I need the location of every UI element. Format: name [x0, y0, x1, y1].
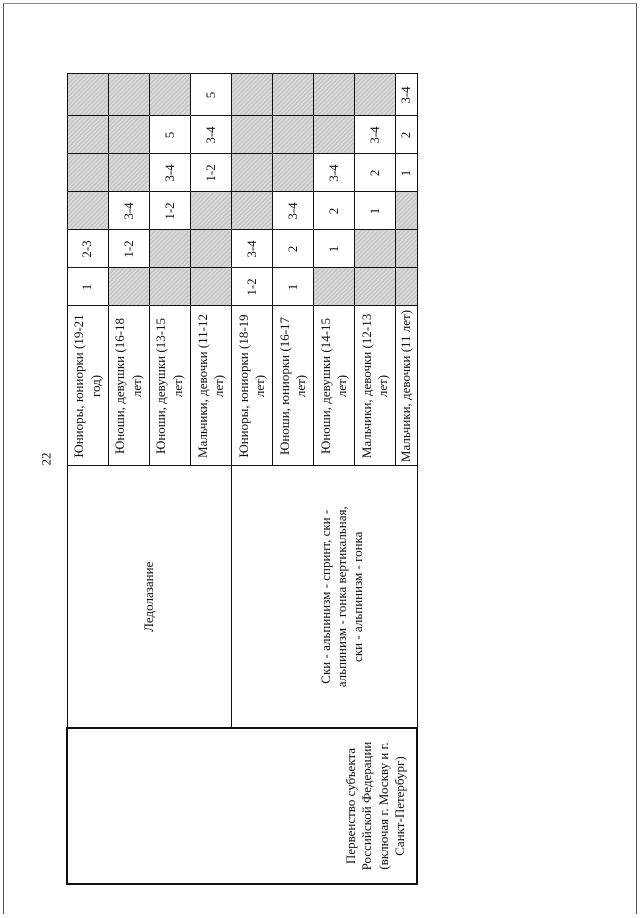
place-cell: 1-2	[108, 230, 149, 268]
page-number: 22	[38, 452, 54, 466]
age-group-cell: Юноши, девушки (14-15 лет)	[314, 306, 355, 466]
place-cell	[231, 116, 272, 154]
place-cell	[231, 192, 272, 230]
age-group-cell: Юноши, девушки (13-15 лет)	[149, 306, 190, 466]
place-cell	[108, 116, 149, 154]
discipline-cell: Ледолазание	[67, 466, 231, 728]
place-cell: 1	[355, 192, 396, 230]
place-cell: 3-4	[108, 192, 149, 230]
age-group-cell: Юниоры, юниорки (18-19 лет)	[231, 306, 272, 466]
competition-cell: Первенство субъекта Российской Федерации (включая г. Москву и г. Санкт-Петербург)	[67, 728, 417, 884]
place-cell	[67, 116, 108, 154]
age-group-cell: Мальчики, девочки (11 лет)	[396, 306, 417, 466]
place-cell: 1-2	[149, 192, 190, 230]
place-cell	[314, 268, 355, 306]
place-cell: 2	[272, 230, 313, 268]
place-cell	[314, 74, 355, 116]
table-row	[67, 74, 108, 884]
place-cell	[231, 74, 272, 116]
place-cell	[396, 268, 417, 306]
place-cell	[108, 154, 149, 192]
place-cell: 2	[396, 116, 417, 154]
place-cell	[272, 116, 313, 154]
place-cell: 3-4	[190, 116, 231, 154]
place-cell: 3-4	[314, 154, 355, 192]
place-cell	[314, 116, 355, 154]
place-cell	[108, 74, 149, 116]
place-cell	[272, 154, 313, 192]
place-cell	[231, 154, 272, 192]
place-cell	[190, 230, 231, 268]
age-group-cell: Юноши, девушки (16-18 лет)	[108, 306, 149, 466]
place-cell	[190, 192, 231, 230]
place-cell	[355, 230, 396, 268]
place-cell	[149, 230, 190, 268]
place-cell: 1	[396, 154, 417, 192]
age-group-cell: Мальчики, девочки (11-12 лет)	[190, 306, 231, 466]
table-body	[67, 74, 417, 884]
place-cell	[149, 74, 190, 116]
place-cell	[355, 268, 396, 306]
place-cell: 1	[67, 268, 108, 306]
place-cell	[190, 268, 231, 306]
place-cell: 1-2	[231, 268, 272, 306]
ranking-table	[66, 74, 418, 886]
place-cell: 5	[149, 116, 190, 154]
place-cell: 1-2	[190, 154, 231, 192]
place-cell: 3-4	[149, 154, 190, 192]
place-cell	[396, 230, 417, 268]
place-cell: 2	[355, 154, 396, 192]
place-cell: 3-4	[396, 74, 417, 116]
age-group-cell: Мальчики, девочки (12-13 лет)	[355, 306, 396, 466]
place-cell	[67, 74, 108, 116]
discipline-cell: Ски - альпинизм - спринт, ски - альпинизм - гонка вертикальная, ски - альпинизм - гонка	[231, 466, 417, 728]
age-group-cell: Юниоры, юниорки (19-21 год)	[67, 306, 108, 466]
rotated-table-container	[66, 75, 418, 885]
place-cell: 3-4	[355, 116, 396, 154]
place-cell: 1	[314, 230, 355, 268]
place-cell: 2	[314, 192, 355, 230]
place-cell: 3-4	[272, 192, 313, 230]
place-cell	[67, 154, 108, 192]
place-cell: 5	[190, 74, 231, 116]
place-cell	[108, 268, 149, 306]
place-cell	[67, 192, 108, 230]
place-cell	[149, 268, 190, 306]
place-cell	[355, 74, 396, 116]
place-cell: 2-3	[67, 230, 108, 268]
place-cell: 3-4	[231, 230, 272, 268]
place-cell	[272, 74, 313, 116]
place-cell: 1	[272, 268, 313, 306]
place-cell	[396, 192, 417, 230]
age-group-cell: Юноши, юниорки (16-17 лет)	[272, 306, 313, 466]
